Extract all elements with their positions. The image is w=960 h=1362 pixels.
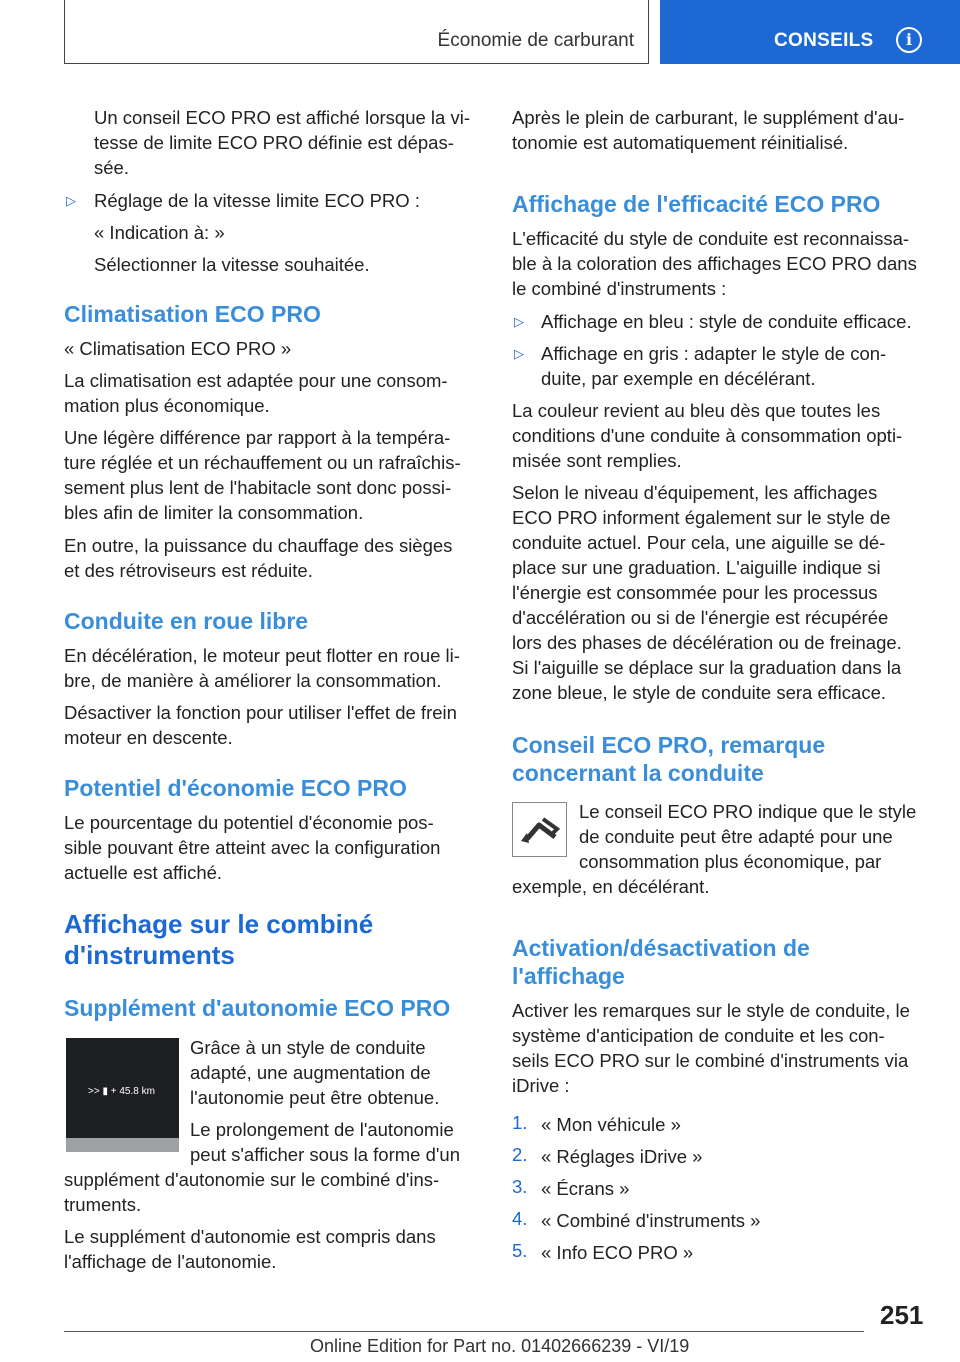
bullet-icon: ▷ (66, 193, 76, 208)
paragraph: conduite actuel. Pour cela, une aiguille se dé- (512, 532, 886, 553)
step-number: 1. (512, 1112, 528, 1133)
paragraph: de conduite peut être adapté pour une (579, 826, 893, 847)
step-number: 2. (512, 1144, 528, 1165)
header-section-box (64, 0, 649, 64)
heading-activation-2: l'affichage (512, 963, 625, 989)
list-item: duite, par exemple en décélérant. (541, 368, 816, 389)
paragraph: En outre, la puissance du chauffage des sièges (64, 535, 453, 556)
heading-conseil-eco: Conseil ECO PRO, remarque (512, 732, 826, 758)
paragraph: sement plus lent de l'habitacle sont donc possi- (64, 477, 452, 498)
footer-divider (64, 1331, 864, 1332)
paragraph: d'accélération ou si de l'énergie est récupérée (512, 607, 889, 628)
paragraph: sible pouvant être atteint avec la configuration (64, 837, 441, 858)
list-item-sub: Sélectionner la vitesse souhaitée. (94, 254, 370, 275)
section-title: Économie de carburant (437, 30, 634, 51)
cluster-readout: >> ▮ + 45.8 km (88, 1086, 155, 1097)
paragraph: ECO PRO informent également sur le style de (512, 507, 891, 528)
heading-climatisation: Climatisation ECO PRO (64, 301, 321, 327)
paragraph: conditions d'une conduite à consommation opti- (512, 425, 903, 446)
paragraph: place sur une graduation. L'aiguille indique si (512, 557, 881, 578)
paragraph: Après le plein de carburant, le supplément d'au- (512, 107, 905, 128)
paragraph: zone bleue, le style de conduite sera efficace. (512, 682, 887, 703)
paragraph: Le pourcentage du potentiel d'économie pos- (64, 812, 434, 833)
paragraph: Le prolongement de l'autonomie (190, 1119, 454, 1140)
paragraph: exemple, en décélérant. (512, 876, 710, 897)
footer-edition: Online Edition for Part no. 01402666239 - VI/19 (310, 1336, 690, 1356)
paragraph: système d'anticipation de conduite et les con- (512, 1025, 885, 1046)
paragraph: seils ECO PRO sur le combiné d'instruments via (512, 1050, 909, 1071)
paragraph: mation plus économique. (64, 395, 270, 416)
paragraph: l'énergie est consommée pour les processus (512, 582, 878, 603)
step-number: 3. (512, 1176, 528, 1197)
heading-affichage-combine-2: d'instruments (64, 940, 235, 970)
paragraph: consommation plus économique, par (579, 851, 882, 872)
bullet-icon: ▷ (514, 314, 524, 329)
heading-potentiel: Potentiel d'économie ECO PRO (64, 775, 407, 801)
header-tab-conseils[interactable] (660, 0, 960, 64)
list-item: Affichage en bleu : style de conduite efficace. (541, 311, 912, 332)
list-item: Réglage de la vitesse limite ECO PRO : (94, 190, 420, 211)
heading-activation: Activation/désactivation de (512, 935, 810, 961)
step-item: « Mon véhicule » (541, 1114, 681, 1135)
paragraph: La climatisation est adaptée pour une consom- (64, 370, 448, 391)
heading-roue-libre: Conduite en roue libre (64, 608, 309, 634)
paragraph: actuelle est affiché. (64, 862, 223, 883)
heading-supplement: Supplément d'autonomie ECO PRO (64, 995, 451, 1021)
list-item-sub: « Indication à: » (94, 222, 225, 243)
step-item: « Combiné d'instruments » (541, 1210, 761, 1231)
paragraph: supplément d'autonomie sur le combiné d'ins- (64, 1169, 440, 1190)
paragraph: Activer les remarques sur le style de conduite, le (512, 1000, 910, 1021)
heading-affichage-combine: Affichage sur le combiné (64, 909, 374, 939)
paragraph: misée sont remplies. (512, 450, 682, 471)
paragraph: tonomie est automatiquement réinitialisé. (512, 132, 849, 153)
step-number: 4. (512, 1208, 528, 1229)
paragraph: Le conseil ECO PRO indique que le style (579, 801, 917, 822)
paragraph: Si l'aiguille se déplace sur la graduation dans la (512, 657, 902, 678)
paragraph: Selon le niveau d'équipement, les affichages (512, 482, 878, 503)
step-item: « Écrans » (541, 1178, 630, 1199)
step-number: 5. (512, 1240, 528, 1261)
paragraph: « Climatisation ECO PRO » (64, 338, 292, 359)
heading-conseil-eco-2: concernant la conduite (512, 760, 764, 786)
paragraph: Un conseil ECO PRO est affiché lorsque la vi- (94, 107, 470, 128)
paragraph: iDrive : (512, 1075, 570, 1096)
paragraph: L'efficacité du style de conduite est reconnaissa- (512, 228, 910, 249)
paragraph: Grâce à un style de conduite (190, 1037, 426, 1058)
paragraph: bre, de manière à améliorer la consommation. (64, 670, 442, 691)
tab-label: CONSEILS (774, 30, 874, 51)
paragraph: peut s'afficher sous la forme d'un (190, 1144, 460, 1165)
eco-tip-icon (512, 802, 567, 857)
paragraph: Le supplément d'autonomie est compris dans (64, 1226, 436, 1247)
paragraph: Désactiver la fonction pour utiliser l'effet de frein (64, 702, 457, 723)
step-item: « Info ECO PRO » (541, 1242, 694, 1263)
paragraph: l'affichage de l'autonomie. (64, 1251, 277, 1272)
paragraph: l'autonomie peut être obtenue. (190, 1087, 440, 1108)
bullet-icon: ▷ (514, 346, 524, 361)
paragraph: moteur en descente. (64, 727, 233, 748)
paragraph: lors des phases de décélération ou de freinage. (512, 632, 902, 653)
list-item: Affichage en gris : adapter le style de con- (541, 343, 887, 364)
paragraph: le combiné d'instruments : (512, 278, 727, 299)
page-number: 251 (880, 1300, 924, 1330)
paragraph: ture réglée et un réchauffement ou un rafraîchis- (64, 452, 461, 473)
paragraph: bles afin de limiter la consommation. (64, 502, 364, 523)
paragraph: La couleur revient au bleu dès que toutes les (512, 400, 881, 421)
paragraph: tesse de limite ECO PRO définie est dépas- (94, 132, 454, 153)
paragraph: ble à la coloration des affichages ECO PRO dans (512, 253, 917, 274)
paragraph: et des rétroviseurs est réduite. (64, 560, 313, 581)
info-icon: i (896, 27, 922, 53)
paragraph: sée. (94, 157, 129, 178)
paragraph: Une légère différence par rapport à la tempéra- (64, 427, 451, 448)
paragraph: En décélération, le moteur peut flotter en roue li- (64, 645, 460, 666)
heading-efficacite: Affichage de l'efficacité ECO PRO (512, 191, 881, 217)
instrument-cluster-image (66, 1038, 179, 1152)
paragraph: truments. (64, 1194, 142, 1215)
paragraph: adapté, une augmentation de (190, 1062, 431, 1083)
step-item: « Réglages iDrive » (541, 1146, 703, 1167)
